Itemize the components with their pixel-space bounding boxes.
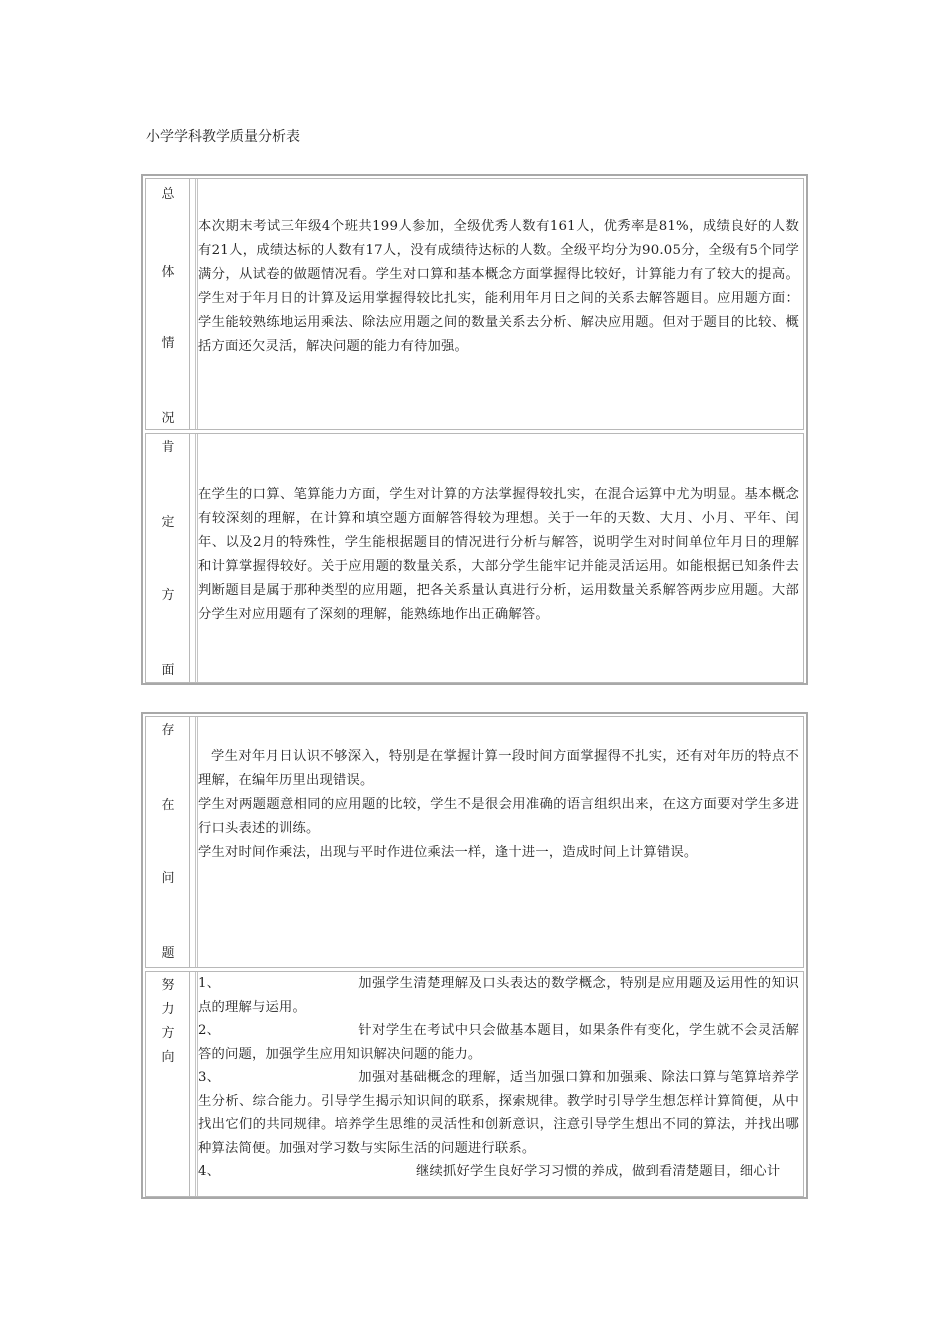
- label-char: 方: [161, 1026, 175, 1041]
- direction-item: [198, 972, 799, 1019]
- document-title: 小学学科教学质量分析表: [146, 129, 300, 145]
- problem-item: 学生对两题题意相同的应用题的比较，学生不是很会用准确的语言组织出来，在这方面要对学生多进行口头表述的训练。: [198, 797, 799, 836]
- label-char: 努: [161, 978, 175, 993]
- positive-text: 在学生的口算、笔算能力方面，学生对计算的方法掌握得较扎实，在混合运算中尤为明显。基本概念有较深刻的理解，在计算和填空题方面解答得较为理想。关于一年的天数、大月、小月、平年、闰年、以及2月的特殊性，学生能根据题目的情况进行分析与解答，说明学生对时间单位年月日的理解和计算掌握得较好。关于应用题的数量关系，大部分学生能牢记并能灵活运用。如能根据已知条件去判断题目是属于那种类型的应用题，把各关系量认真进行分析，运用数量关系解答两步应用题。大部分学生对应用题有了深刻的理解，能熟练地作出正确解答。: [198, 487, 799, 622]
- analysis-table-1: [141, 174, 808, 685]
- item-text: 加强学生清楚理解及口头表达的数学概念，特别是应用题及运用性的知识点的理解与运用。: [198, 976, 799, 1015]
- label-char: 情: [161, 336, 175, 351]
- label-char: 方: [161, 588, 175, 603]
- item-number: 3、: [198, 1070, 221, 1085]
- problem-item: 学生对时间作乘法，出现与平时作进位乘法一样，逢十进一，造成时间上计算错误。: [198, 845, 698, 860]
- row-overall: [145, 178, 804, 430]
- label-char: 总: [161, 187, 175, 202]
- direction-text: [198, 972, 799, 1184]
- label-char: 向: [161, 1050, 175, 1065]
- direction-item: [198, 1066, 799, 1160]
- row-direction: [145, 971, 804, 1197]
- problem-item: 学生对年月日认识不够深入，特别是在掌握计算一段时间方面掌握得不扎实，还有对年历的特点不理解，在编年历里出现错误。: [198, 749, 799, 788]
- label-char: 问: [161, 871, 175, 886]
- row-positive: [145, 433, 804, 683]
- label-char: 体: [161, 265, 175, 280]
- label-positive: [146, 434, 190, 682]
- label-problems: [146, 717, 190, 967]
- item-number: 4、: [198, 1164, 221, 1179]
- problems-text: [198, 745, 799, 865]
- label-overall: [146, 179, 190, 429]
- direction-item: [198, 1160, 799, 1184]
- label-direction: [146, 972, 190, 1196]
- item-number: 2、: [198, 1023, 221, 1038]
- item-number: 1、: [198, 976, 221, 991]
- label-char: 在: [161, 798, 175, 813]
- direction-item: [198, 1019, 799, 1066]
- label-char: 肯: [161, 440, 175, 455]
- label-char: 面: [161, 663, 175, 678]
- label-char: 存: [161, 723, 175, 738]
- label-char: 定: [161, 515, 175, 530]
- item-text: 继续抓好学生良好学习习惯的养成，做到看清楚题目，细心计: [416, 1164, 781, 1179]
- overall-text: 本次期末考试三年级4个班共199人参加，全级优秀人数有161人，优秀率是81%，成绩良好的人数有21人，成绩达标的人数有17人，没有成绩待达标的人数。全级平均分为90.05分，全级有5个同学满分，从试卷的做题情况看。学生对口算和基本概念方面掌握得比较好，计算能力有了较大的提高。学生对于年月日的计算及运用掌握得较比扎实，能利用年月日之间的关系去解答题目。应用题方面：学生能较熟练地运用乘法、除法应用题之间的数量关系去分析、解决应用题。但对于题目的比较、概括方面还欠灵活，解决问题的能力有待加强。: [198, 219, 799, 354]
- row-problems: [145, 716, 804, 968]
- label-char: 题: [161, 946, 175, 961]
- item-text: 针对学生在考试中只会做基本题目，如果条件有变化，学生就不会灵活解答的问题，加强学生应用知识解决问题的能力。: [198, 1023, 799, 1062]
- analysis-table-2: [141, 712, 808, 1199]
- label-char: 力: [161, 1002, 175, 1017]
- label-char: 况: [161, 411, 175, 426]
- item-text: 加强对基础概念的理解，适当加强口算和加强乘、除法口算与笔算培养学生分析、综合能力。引导学生揭示知识间的联系，探索规律。教学时引导学生想怎样计算简便，从中找出它们的共同规律。培养学生思维的灵活性和创新意识，注意引导学生想出不同的算法，并找出哪种算法简便。加强对学习数与实际生活的问题进行联系。: [198, 1070, 799, 1156]
